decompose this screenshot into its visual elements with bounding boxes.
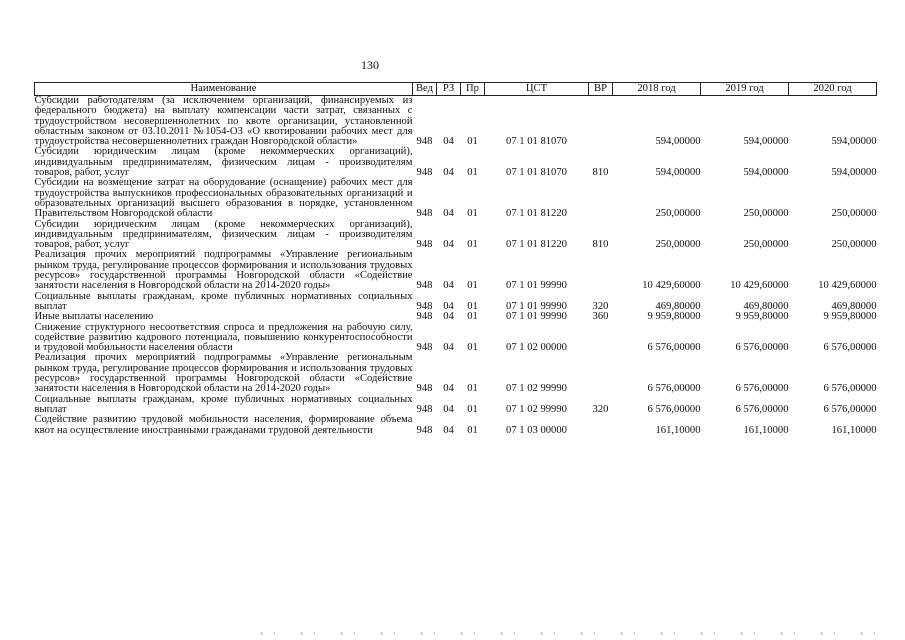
budget-table	[34, 82, 877, 436]
row-rz-cell: 04	[443, 239, 454, 251]
row-pr-cell: 01	[467, 403, 478, 415]
row-2020-cell: 594,00000	[831, 136, 877, 148]
header-2018: 2018 год	[613, 83, 701, 96]
row-2018-cell: 6 576,00000	[647, 342, 701, 354]
row-rz-cell: 04	[443, 342, 454, 354]
row-vr-cell	[589, 323, 613, 354]
row-vr-cell: 810	[592, 239, 609, 251]
row-pr-cell: 01	[467, 300, 478, 312]
row-2020-cell: 594,00000	[831, 167, 877, 179]
row-rz-cell: 04	[443, 311, 454, 323]
row-vr-cell	[589, 415, 613, 436]
header-name: Наименование	[35, 83, 413, 96]
row-ved-cell: 948	[416, 239, 433, 251]
table-row	[35, 323, 877, 354]
row-2018-cell: 250,00000	[655, 239, 701, 251]
row-vr-cell	[589, 250, 613, 291]
row-2018-cell: 10 429,60000	[642, 280, 701, 292]
table-row	[35, 178, 877, 219]
table-row	[35, 96, 877, 148]
row-2018-cell: 250,00000	[655, 208, 701, 220]
row-cst-cell: 07 1 03 00000	[506, 424, 567, 436]
row-vr-cell: 360	[592, 311, 609, 323]
row-pr-cell: 01	[467, 136, 478, 148]
row-2019-cell: 6 576,00000	[735, 403, 789, 415]
row-2018-cell: 6 576,00000	[647, 403, 701, 415]
row-cst-cell: 07 1 01 99990	[506, 311, 567, 323]
row-2019-cell: 469,80000	[743, 300, 789, 312]
row-rz-cell: 04	[443, 424, 454, 436]
table-row	[35, 353, 877, 394]
row-name-cell: Субсидии юридическим лицам (кроме некоммерческих организаций), индивидуальным предпринимателям, физическим лицам - производителям товаров, работ, услуг	[34, 218, 413, 251]
row-2019-cell: 594,00000	[743, 136, 789, 148]
row-rz-cell: 04	[443, 280, 454, 292]
row-2018-cell: 594,00000	[655, 136, 701, 148]
row-2019-cell: 161,10000	[743, 424, 789, 436]
scan-artifact	[260, 632, 880, 635]
row-cst-cell: 07 1 02 00000	[506, 342, 567, 354]
row-ved-cell: 948	[416, 311, 433, 323]
row-cst-cell: 07 1 01 81220	[506, 208, 567, 220]
row-2019-cell: 9 959,80000	[735, 311, 789, 323]
row-name-cell: Иные выплаты населению	[34, 311, 154, 323]
row-cst-cell: 07 1 01 81070	[506, 167, 567, 179]
row-pr-cell: 01	[467, 342, 478, 354]
row-name-cell: Социальные выплаты гражданам, кроме публичных нормативных социальных выплат	[34, 290, 413, 312]
row-name-cell: Содействие развитию трудовой мобильности населения, формирование объема квот на осуществление иностранными гражданами трудовой деятельности	[34, 414, 413, 436]
row-vr-cell: 810	[592, 167, 609, 179]
row-pr-cell: 01	[467, 167, 478, 179]
row-ved-cell: 948	[416, 383, 433, 395]
row-name-cell: Субсидии работодателям (за исключением организаций, финансируемых из федерального бюджета) на выплату компенсации части затрат, связанных с трудоустройством несовершеннолетних по квоте организации, установленной областным законом от 03.10.2011 №1054-ОЗ «О квотировании рабочих мест для трудоустройства несовершеннолетних граждан Новгородской области»	[34, 95, 413, 148]
row-vr-cell	[589, 178, 613, 219]
row-2020-cell: 9 959,80000	[823, 311, 877, 323]
row-2018-cell: 9 959,80000	[647, 311, 701, 323]
row-cst-cell: 07 1 01 81220	[506, 239, 567, 251]
table-row	[35, 292, 877, 313]
row-pr-cell: 01	[467, 311, 478, 323]
table-header-row	[35, 83, 877, 96]
row-ved-cell: 948	[416, 300, 433, 312]
row-2020-cell: 10 429,60000	[818, 280, 877, 292]
row-2019-cell: 6 576,00000	[735, 342, 789, 354]
row-cst-cell: 07 1 02 99990	[506, 403, 567, 415]
row-cst-cell: 07 1 01 81070	[506, 136, 567, 148]
page-number: 130	[361, 58, 379, 72]
table-row	[35, 147, 877, 178]
row-ved-cell: 948	[416, 342, 433, 354]
header-ved: Вед	[413, 83, 437, 96]
row-name-cell: Субсидии юридическим лицам (кроме некоммерческих организаций), индивидуальным предпринимателям, физическим лицам - производителям товаров, работ, услуг	[34, 146, 413, 179]
table-row	[35, 250, 877, 291]
row-2020-cell: 250,00000	[831, 208, 877, 220]
row-name-cell: Реализация прочих мероприятий подпрограммы «Управление региональным рынком труда, регулирование процессов формирования и использования трудовых ресурсов» государственной программы Новгородской области «Содействие занятости населения в Новгородской области на 2014-2020 годы»	[34, 249, 413, 292]
row-2020-cell: 469,80000	[831, 300, 877, 312]
table-row	[35, 312, 877, 322]
row-cst-cell: 07 1 01 99990	[506, 300, 567, 312]
row-rz-cell: 04	[443, 403, 454, 415]
row-cst-cell: 07 1 01 99990	[506, 280, 567, 292]
row-2018-cell: 6 576,00000	[647, 383, 701, 395]
row-2020-cell: 6 576,00000	[823, 383, 877, 395]
row-name-cell: Снижение структурного несоответствия спроса и предложения на рабочую силу, содействие развитию кадрового потенциала, повышению конкурентоспособности и трудовой мобильности населения области	[34, 321, 413, 354]
row-name-cell: Реализация прочих мероприятий подпрограммы «Управление региональным рынком труда, регулирование процессов формирования и использования трудовых ресурсов» государственной программы Новгородской области «Содействие занятости населения в Новгородской области на 2014-2020 годы»	[34, 352, 413, 395]
row-vr-cell	[589, 353, 613, 394]
table-row	[35, 395, 877, 416]
row-pr-cell: 01	[467, 208, 478, 220]
row-2018-cell: 469,80000	[655, 300, 701, 312]
row-vr-cell: 320	[592, 300, 609, 312]
row-pr-cell: 01	[467, 239, 478, 251]
row-pr-cell: 01	[467, 383, 478, 395]
row-cst-cell: 07 1 02 99990	[506, 383, 567, 395]
row-2019-cell: 250,00000	[743, 239, 789, 251]
header-pr: Пр	[461, 83, 485, 96]
row-rz-cell: 04	[443, 136, 454, 148]
row-2019-cell: 250,00000	[743, 208, 789, 220]
row-2019-cell: 594,00000	[743, 167, 789, 179]
row-ved-cell: 948	[416, 280, 433, 292]
row-2020-cell: 161,10000	[831, 424, 877, 436]
row-ved-cell: 948	[416, 424, 433, 436]
row-rz-cell: 04	[443, 167, 454, 179]
table-row	[35, 415, 877, 436]
row-ved-cell: 948	[416, 208, 433, 220]
row-ved-cell: 948	[416, 167, 433, 179]
row-vr-cell: 320	[592, 403, 609, 415]
row-2018-cell: 594,00000	[655, 167, 701, 179]
header-2020: 2020 год	[789, 83, 877, 96]
row-2020-cell: 6 576,00000	[823, 342, 877, 354]
table-row	[35, 220, 877, 251]
row-2018-cell: 161,10000	[655, 424, 701, 436]
row-rz-cell: 04	[443, 208, 454, 220]
header-rz: РЗ	[437, 83, 461, 96]
row-pr-cell: 01	[467, 280, 478, 292]
row-2020-cell: 250,00000	[831, 239, 877, 251]
row-2019-cell: 6 576,00000	[735, 383, 789, 395]
row-name-cell: Социальные выплаты гражданам, кроме публичных нормативных социальных выплат	[34, 393, 413, 415]
row-ved-cell: 948	[416, 403, 433, 415]
header-cst: ЦСТ	[485, 83, 589, 96]
row-pr-cell: 01	[467, 424, 478, 436]
row-rz-cell: 04	[443, 383, 454, 395]
row-2019-cell: 10 429,60000	[730, 280, 789, 292]
row-name-cell: Субсидии на возмещение затрат на оборудование (оснащение) рабочих мест для трудоустройства выпускников профессиональных образовательных организаций и образовательных организаций высшего образования в порядке, установленном Правительством Новгородской области	[34, 177, 413, 220]
row-rz-cell: 04	[443, 300, 454, 312]
row-vr-cell	[589, 96, 613, 148]
header-vr: ВР	[589, 83, 613, 96]
header-2019: 2019 год	[701, 83, 789, 96]
row-ved-cell: 948	[416, 136, 433, 148]
row-2020-cell: 6 576,00000	[823, 403, 877, 415]
